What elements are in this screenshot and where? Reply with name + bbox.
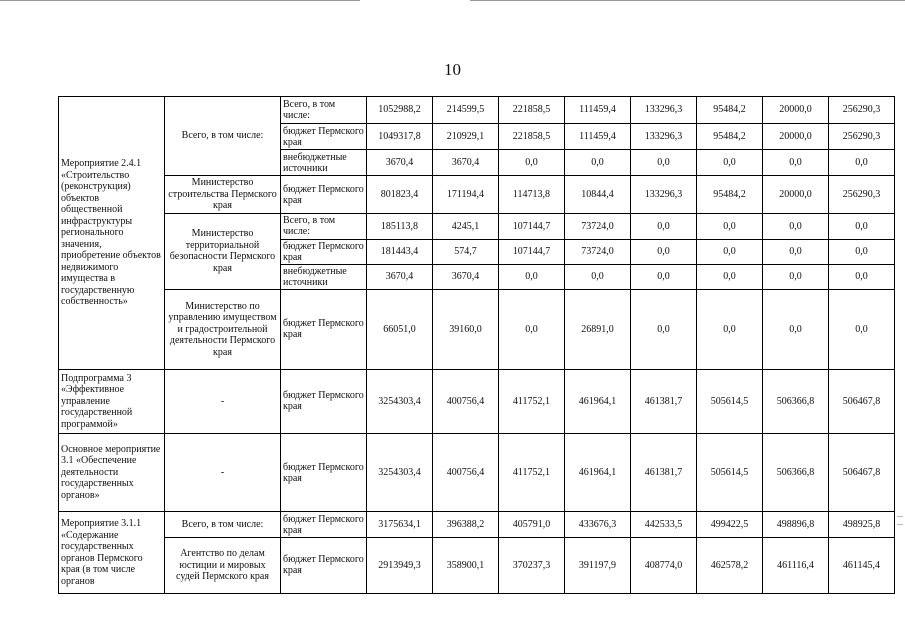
- value-cell: 0,0: [763, 264, 829, 289]
- value-cell: 0,0: [565, 150, 631, 176]
- value-cell: 0,0: [829, 150, 895, 176]
- value-cell: 133296,3: [631, 176, 697, 213]
- value-cell: 0,0: [763, 213, 829, 239]
- source-cell: бюджет Пермского края: [281, 239, 367, 264]
- value-cell: 505614,5: [697, 369, 763, 433]
- value-cell: 411752,1: [499, 433, 565, 511]
- value-cell: 20000,0: [763, 124, 829, 150]
- value-cell: 0,0: [829, 239, 895, 264]
- value-cell: 133296,3: [631, 124, 697, 150]
- value-cell: 111459,4: [565, 97, 631, 124]
- value-cell: 0,0: [829, 290, 895, 369]
- value-cell: 370237,3: [499, 537, 565, 593]
- top-rule-right: [470, 0, 905, 1]
- value-cell: 210929,1: [433, 124, 499, 150]
- activity-name-cell: Подпрограмма 3 «Эффективное управление государственной программой»: [59, 369, 165, 433]
- value-cell: 0,0: [697, 213, 763, 239]
- value-cell: 256290,3: [829, 176, 895, 213]
- value-cell: 506366,8: [763, 369, 829, 433]
- value-cell: 408774,0: [631, 537, 697, 593]
- table-row: [59, 512, 895, 537]
- value-cell: 0,0: [697, 264, 763, 289]
- value-cell: 0,0: [763, 239, 829, 264]
- value-cell: 498925,8: [829, 512, 895, 537]
- value-cell: 133296,3: [631, 97, 697, 124]
- value-cell: 499422,5: [697, 512, 763, 537]
- activity-name-cell: Мероприятие 3.1.1 «Содержание государственных органов Пермского края (в том числе органов: [59, 512, 165, 594]
- table-row: [59, 369, 895, 433]
- executor-cell: -: [165, 369, 281, 433]
- value-cell: 0,0: [829, 264, 895, 289]
- value-cell: 185113,8: [367, 213, 433, 239]
- source-cell: бюджет Пермского края: [281, 537, 367, 593]
- source-cell: Всего, в том числе:: [281, 97, 367, 124]
- value-cell: 391197,9: [565, 537, 631, 593]
- value-cell: 95484,2: [697, 97, 763, 124]
- table-row: [59, 97, 895, 124]
- value-cell: 506467,8: [829, 369, 895, 433]
- value-cell: 4245,1: [433, 213, 499, 239]
- value-cell: 221858,5: [499, 124, 565, 150]
- value-cell: 0,0: [499, 290, 565, 369]
- top-rule-left: [0, 0, 360, 1]
- value-cell: 3254303,4: [367, 369, 433, 433]
- value-cell: 107144,7: [499, 213, 565, 239]
- source-cell: бюджет Пермского края: [281, 369, 367, 433]
- source-cell: Всего, в том числе:: [281, 213, 367, 239]
- executor-cell: -: [165, 433, 281, 511]
- value-cell: 0,0: [697, 290, 763, 369]
- value-cell: 0,0: [631, 150, 697, 176]
- executor-cell: Министерство строительства Пермского края: [165, 176, 281, 213]
- value-cell: 0,0: [631, 239, 697, 264]
- table-row: [59, 213, 895, 239]
- page-number: 10: [444, 60, 461, 79]
- value-cell: 461381,7: [631, 433, 697, 511]
- value-cell: 171194,4: [433, 176, 499, 213]
- source-cell: бюджет Пермского края: [281, 124, 367, 150]
- value-cell: 95484,2: [697, 124, 763, 150]
- value-cell: 3670,4: [433, 264, 499, 289]
- value-cell: 396388,2: [433, 512, 499, 537]
- value-cell: 20000,0: [763, 176, 829, 213]
- scan-margin-mark: [897, 524, 903, 525]
- executor-cell: Министерство по управлению имуществом и градостроительной деятельности Пермского края: [165, 290, 281, 369]
- value-cell: 10844,4: [565, 176, 631, 213]
- scan-margin-mark: [897, 516, 903, 517]
- value-cell: 506467,8: [829, 433, 895, 511]
- value-cell: 3175634,1: [367, 512, 433, 537]
- value-cell: 39160,0: [433, 290, 499, 369]
- value-cell: 0,0: [697, 150, 763, 176]
- value-cell: 506366,8: [763, 433, 829, 511]
- value-cell: 256290,3: [829, 97, 895, 124]
- source-cell: бюджет Пермского края: [281, 176, 367, 213]
- value-cell: 0,0: [829, 213, 895, 239]
- table-row: [59, 290, 895, 369]
- value-cell: 574,7: [433, 239, 499, 264]
- table-row: [59, 537, 895, 593]
- value-cell: 181443,4: [367, 239, 433, 264]
- value-cell: 114713,8: [499, 176, 565, 213]
- value-cell: 111459,4: [565, 124, 631, 150]
- value-cell: 1049317,8: [367, 124, 433, 150]
- value-cell: 433676,3: [565, 512, 631, 537]
- value-cell: 256290,3: [829, 124, 895, 150]
- value-cell: 461964,1: [565, 369, 631, 433]
- executor-cell: Всего, в том числе:: [165, 97, 281, 176]
- value-cell: 0,0: [499, 150, 565, 176]
- value-cell: 66051,0: [367, 290, 433, 369]
- value-cell: 405791,0: [499, 512, 565, 537]
- source-cell: внебюджетные источники: [281, 264, 367, 289]
- value-cell: 221858,5: [499, 97, 565, 124]
- value-cell: 400756,4: [433, 433, 499, 511]
- value-cell: 0,0: [631, 290, 697, 369]
- value-cell: 214599,5: [433, 97, 499, 124]
- value-cell: 0,0: [499, 264, 565, 289]
- executor-cell: Министерство территориальной безопасности Пермского края: [165, 213, 281, 289]
- executor-cell: Агентство по делам юстиции и мировых судей Пермского края: [165, 537, 281, 593]
- value-cell: 2913949,3: [367, 537, 433, 593]
- executor-cell: Всего, в том числе:: [165, 512, 281, 537]
- value-cell: 801823,4: [367, 176, 433, 213]
- table-row: [59, 176, 895, 213]
- source-cell: внебюджетные источники: [281, 150, 367, 176]
- table-row: [59, 433, 895, 511]
- value-cell: 73724,0: [565, 239, 631, 264]
- budget-table: [58, 96, 895, 594]
- activity-name-cell: Мероприятие 2.4.1 «Строительство (реконструкция) объектов общественной инфраструктуры регионального значения, приобретение объектов недвижимого имущества в государственную собственность»: [59, 97, 165, 370]
- value-cell: 358900,1: [433, 537, 499, 593]
- value-cell: 0,0: [697, 239, 763, 264]
- value-cell: 3670,4: [367, 264, 433, 289]
- value-cell: 461116,4: [763, 537, 829, 593]
- value-cell: 461964,1: [565, 433, 631, 511]
- value-cell: 0,0: [631, 264, 697, 289]
- value-cell: 0,0: [631, 213, 697, 239]
- source-cell: бюджет Пермского края: [281, 290, 367, 369]
- value-cell: 3254303,4: [367, 433, 433, 511]
- value-cell: 442533,5: [631, 512, 697, 537]
- value-cell: 26891,0: [565, 290, 631, 369]
- value-cell: 505614,5: [697, 433, 763, 511]
- value-cell: 107144,7: [499, 239, 565, 264]
- value-cell: 3670,4: [433, 150, 499, 176]
- source-cell: бюджет Пермского края: [281, 512, 367, 537]
- value-cell: 73724,0: [565, 213, 631, 239]
- source-cell: бюджет Пермского края: [281, 433, 367, 511]
- value-cell: 400756,4: [433, 369, 499, 433]
- value-cell: 0,0: [763, 150, 829, 176]
- value-cell: 3670,4: [367, 150, 433, 176]
- value-cell: 461145,4: [829, 537, 895, 593]
- value-cell: 20000,0: [763, 97, 829, 124]
- value-cell: 0,0: [565, 264, 631, 289]
- value-cell: 498896,8: [763, 512, 829, 537]
- value-cell: 461381,7: [631, 369, 697, 433]
- activity-name-cell: Основное мероприятие 3.1 «Обеспечение деятельности государственных органов»: [59, 433, 165, 511]
- value-cell: 95484,2: [697, 176, 763, 213]
- value-cell: 411752,1: [499, 369, 565, 433]
- value-cell: 1052988,2: [367, 97, 433, 124]
- value-cell: 462578,2: [697, 537, 763, 593]
- value-cell: 0,0: [763, 290, 829, 369]
